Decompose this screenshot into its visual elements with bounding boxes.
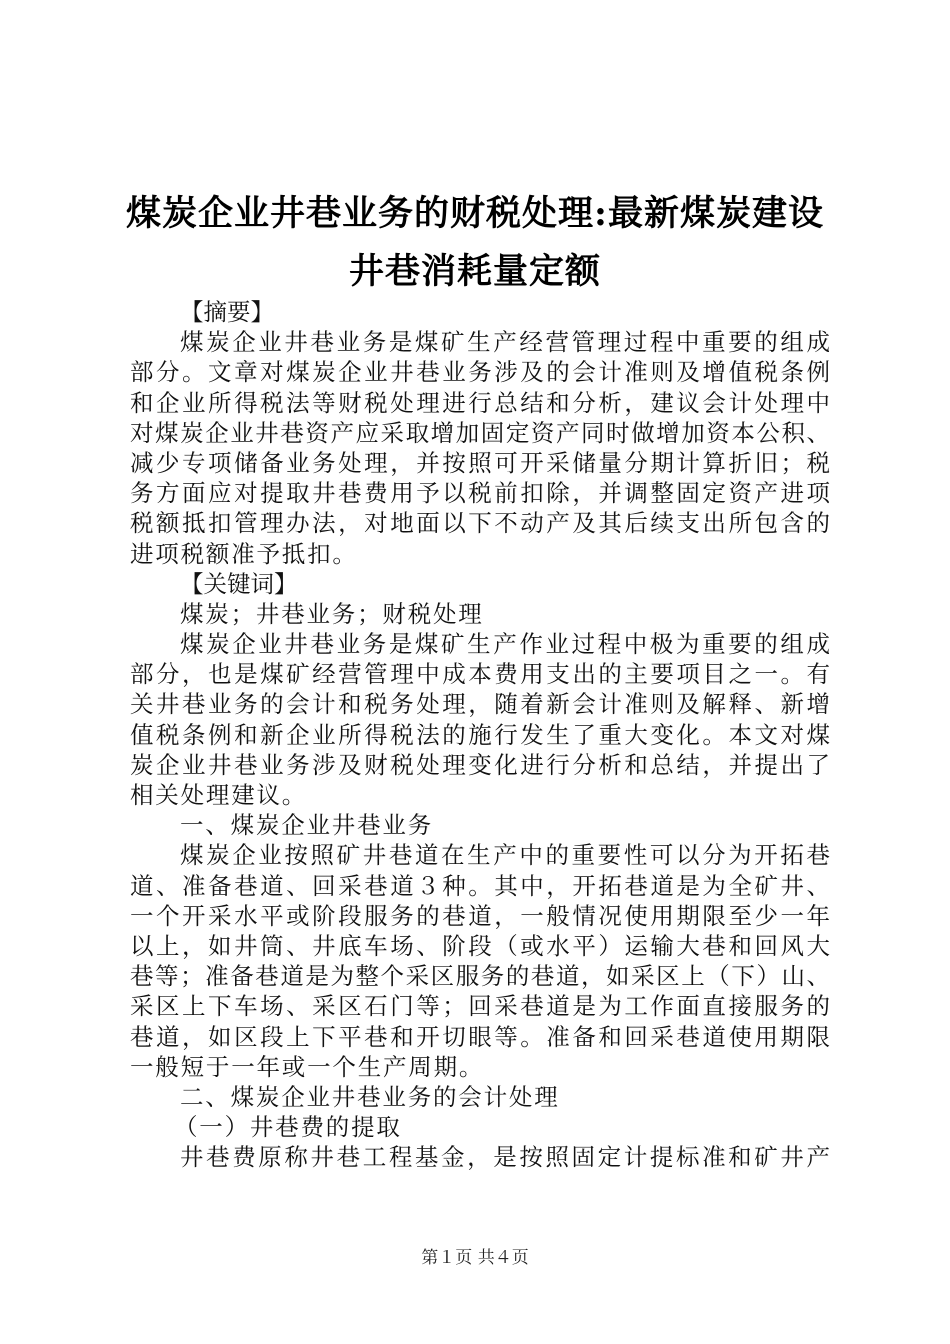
body-line: 道、准备巷道、回采巷道３种。其中，开拓巷道是为全矿井、 (130, 871, 830, 900)
body-line: 一般短于一年或一个生产周期。 (130, 1052, 485, 1081)
body-line: 值税条例和新企业所得税法的施行发生了重大变化。本文对煤 (130, 720, 830, 749)
body-line: 炭企业井巷业务涉及财税处理变化进行分析和总结，并提出了 (130, 750, 830, 779)
subsection-heading: （一）井巷费的提取 (174, 1113, 402, 1142)
section-heading-2: 二、煤炭企业井巷业务的会计处理 (180, 1082, 560, 1111)
document-body (130, 297, 830, 1172)
body-line: 巷道，如区段上下平巷和开切眼等。准备和回采巷道使用期限 (130, 1022, 830, 1051)
body-line: 关井巷业务的会计和税务处理，随着新会计准则及解释、新增 (130, 690, 830, 719)
body-line: 进项税额准予抵扣。 (130, 539, 358, 568)
page-footer: 第１页 共４页 (421, 1248, 529, 1268)
body-line: 部分，也是煤矿经营管理中成本费用支出的主要项目之一。有 (130, 660, 830, 689)
keywords-heading: 【关键词】 (180, 569, 298, 598)
body-line: 煤炭企业井巷业务是煤矿生产作业过程中极为重要的组成 (180, 630, 830, 659)
body-line: 和企业所得税法等财税处理进行总结和分析，建议会计处理中 (130, 388, 830, 417)
document-title-line-1: 煤炭企业井巷业务的财税处理:最新煤炭建设 (126, 193, 824, 234)
body-line: 减少专项储备业务处理，并按照可开采储量分期计算折旧；税 (130, 448, 830, 477)
body-line: 相关处理建议。 (130, 781, 308, 809)
body-line: 采区上下车场、采区石门等；回采巷道是为工作面直接服务的 (130, 992, 830, 1021)
body-line: 煤炭企业井巷业务是煤矿生产经营管理过程中重要的组成 (180, 328, 830, 357)
body-line: 一个开采水平或阶段服务的巷道，一般情况使用期限至少一年 (130, 901, 830, 930)
body-line: 煤炭企业按照矿井巷道在生产中的重要性可以分为开拓巷 (180, 841, 830, 870)
body-line: 对煤炭企业井巷资产应采取增加固定资产同时做增加资本公积、 (130, 418, 830, 447)
body-line: 务方面应对提取井巷费用予以税前扣除，并调整固定资产进项 (130, 479, 830, 508)
keywords-text: 煤炭；井巷业务；财税处理 (180, 599, 484, 628)
body-line: 巷等；准备巷道是为整个采区服务的巷道，如采区上（下）山、 (130, 962, 830, 991)
abstract-heading: 【摘要】 (180, 298, 274, 326)
section-heading-1: 一、煤炭企业井巷业务 (180, 811, 433, 840)
body-line: 井巷费原称井巷工程基金，是按照固定计提标准和矿井产 (180, 1143, 830, 1172)
body-line: 以上，如井筒、井底车场、阶段（或水平）运输大巷和回风大 (130, 931, 830, 960)
document-title-line-2: 井巷消耗量定额 (348, 251, 601, 292)
body-line: 税额抵扣管理办法，对地面以下不动产及其后续支出所包含的 (130, 509, 830, 538)
body-line: 部分。文章对煤炭企业井巷业务涉及的会计准则及增值税条例 (130, 358, 830, 387)
